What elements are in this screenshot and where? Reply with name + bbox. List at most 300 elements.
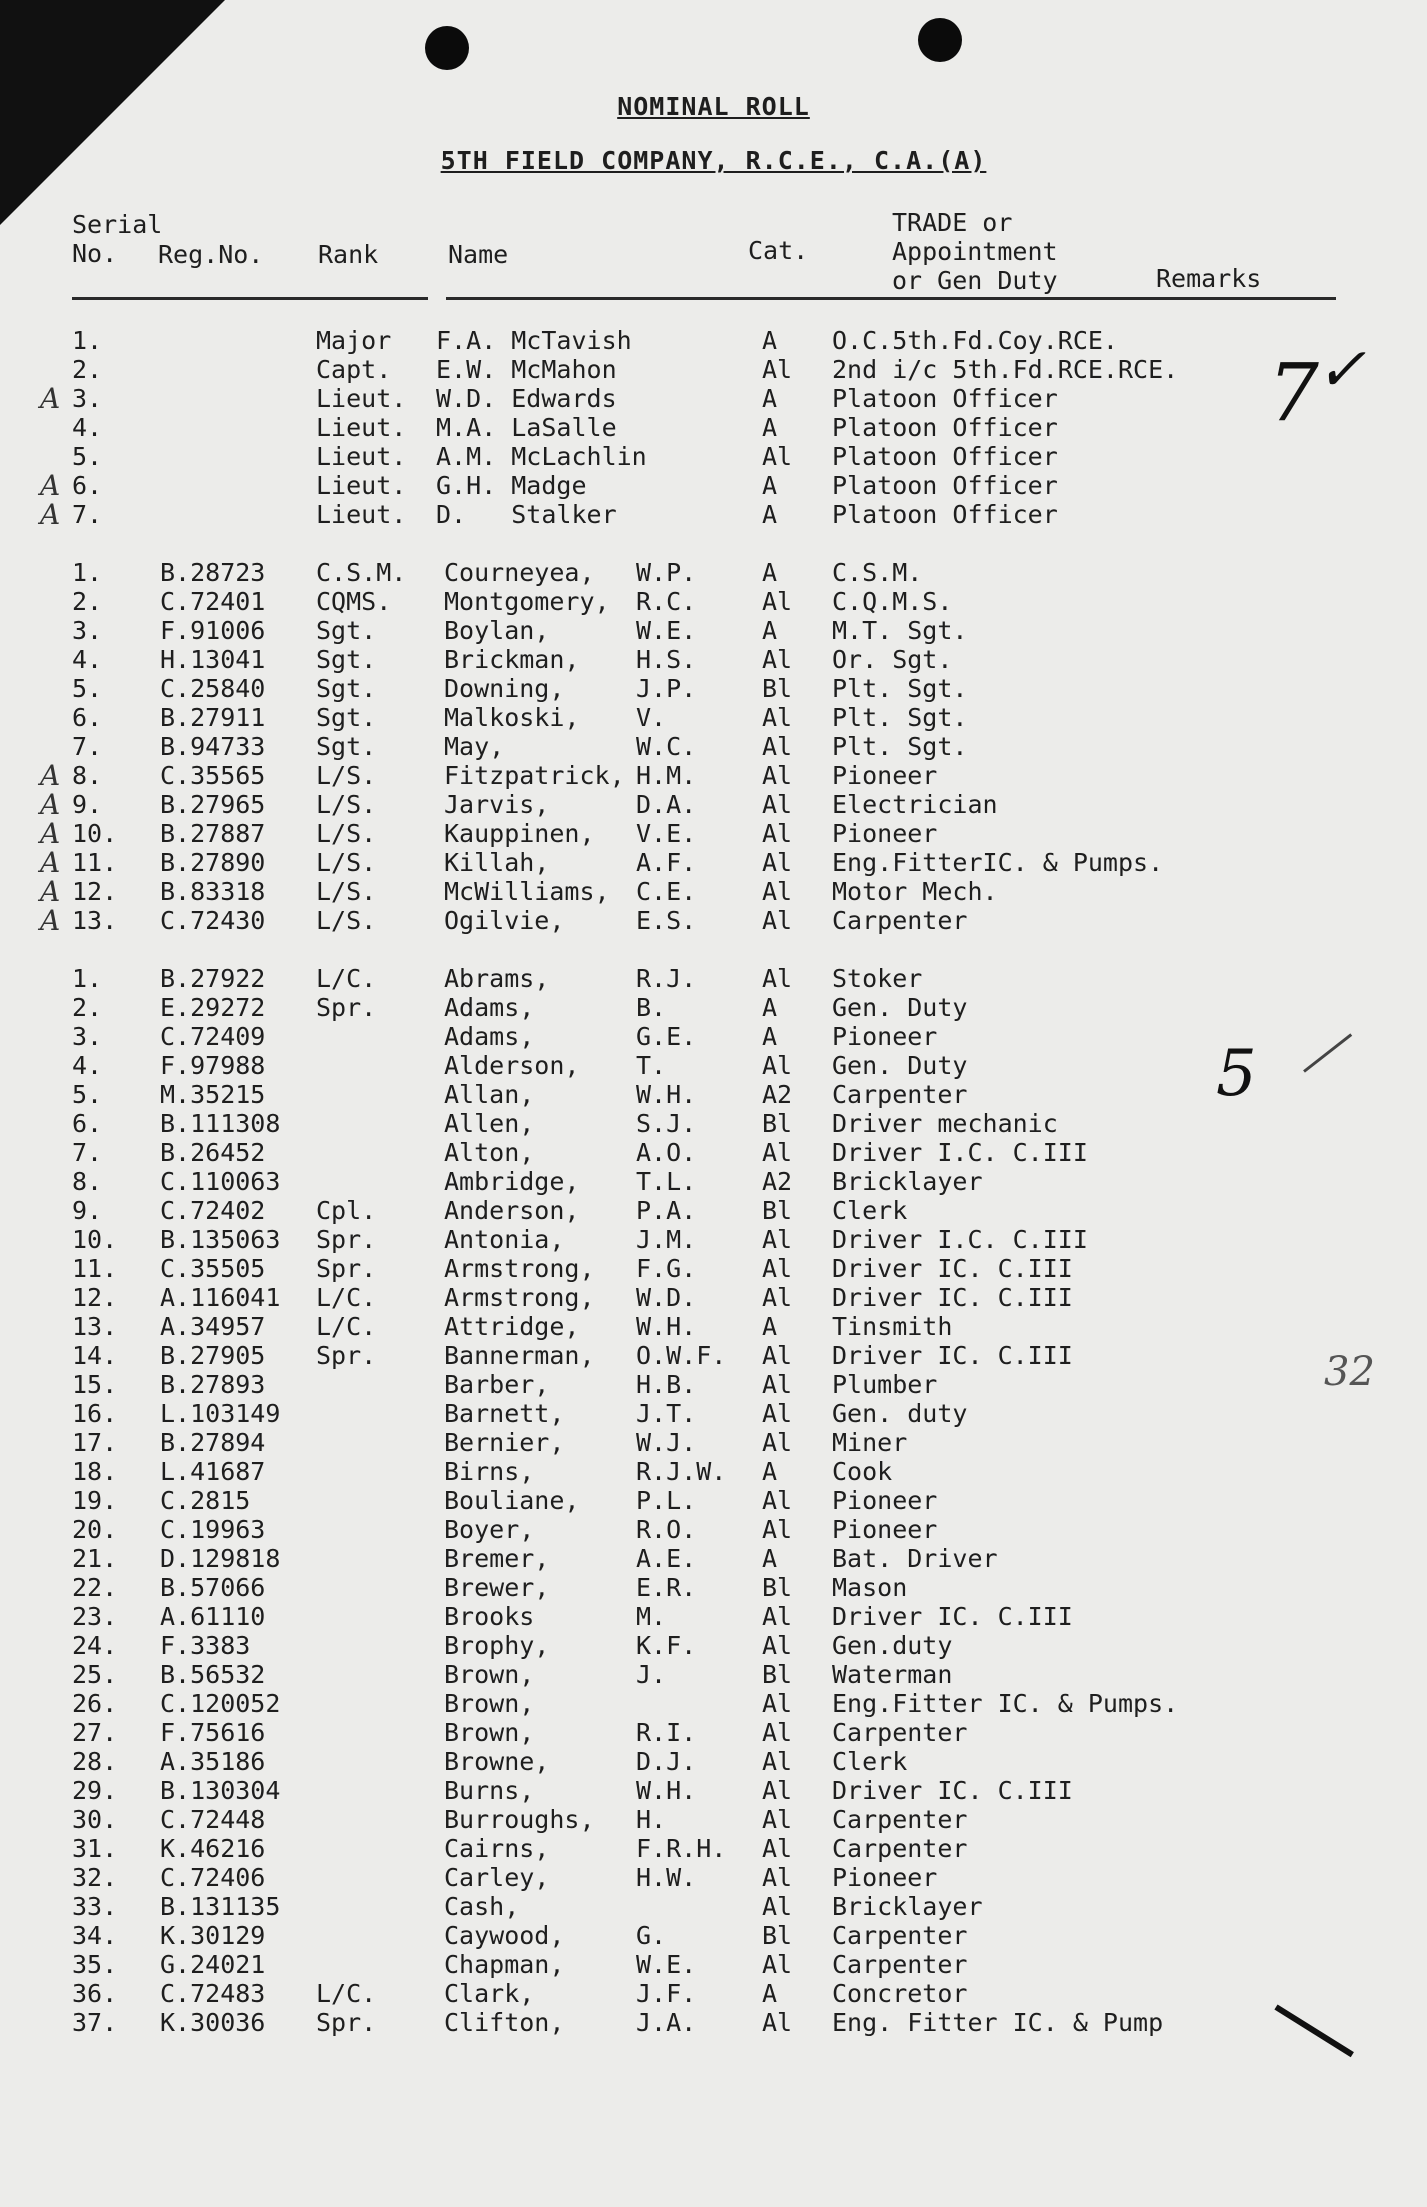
category: Al xyxy=(762,1892,793,1921)
name: W.D. Edwards xyxy=(436,384,617,413)
reg-number: A.35186 xyxy=(160,1747,266,1776)
trade: Pioneer xyxy=(832,1486,938,1515)
category: Al xyxy=(762,1863,793,1892)
margin-mark: A xyxy=(40,469,61,502)
trade: Carpenter xyxy=(832,1080,968,1109)
trade: Cook xyxy=(832,1457,893,1486)
punch-hole-right xyxy=(918,18,962,62)
officers-section xyxy=(0,326,1427,529)
name: A.M. McLachlin xyxy=(436,442,647,471)
category: Al xyxy=(762,819,793,848)
serial-number: 33. xyxy=(72,1892,118,1921)
reg-number: B.83318 xyxy=(160,877,266,906)
surname: Bouliane, xyxy=(444,1486,580,1515)
category: Al xyxy=(762,848,793,877)
category: Al xyxy=(762,1225,793,1254)
surname: Alderson, xyxy=(444,1051,580,1080)
reg-number: C.72448 xyxy=(160,1805,266,1834)
rank: Spr. xyxy=(316,993,377,1022)
officer-row xyxy=(0,413,1427,442)
category: A xyxy=(762,413,778,442)
nco-row xyxy=(0,761,1427,790)
trade: Tinsmith xyxy=(832,1312,953,1341)
serial-number: 7. xyxy=(72,500,103,529)
reg-number: B.27890 xyxy=(160,848,266,877)
sapper-row xyxy=(0,1225,1427,1254)
initials: T.L. xyxy=(636,1167,697,1196)
category: Al xyxy=(762,1515,793,1544)
surname: Ogilvie, xyxy=(444,906,565,935)
serial-number: 4. xyxy=(72,413,103,442)
serial-number: 1. xyxy=(72,326,103,355)
sapper-row xyxy=(0,1312,1427,1341)
category: Al xyxy=(762,1950,793,1979)
reg-number: B.135063 xyxy=(160,1225,281,1254)
sapper-row xyxy=(0,1254,1427,1283)
serial-number: 10. xyxy=(72,1225,118,1254)
header-trade: TRADE or Appointment or Gen Duty xyxy=(892,208,1058,295)
serial-number: 1. xyxy=(72,964,103,993)
nco-row xyxy=(0,790,1427,819)
rank: L/S. xyxy=(316,790,377,819)
category: Al xyxy=(762,1689,793,1718)
initials: W.H. xyxy=(636,1312,697,1341)
trade: Eng. Fitter IC. & Pump xyxy=(832,2008,1164,2037)
reg-number: C.72406 xyxy=(160,1863,266,1892)
surname: Kauppinen, xyxy=(444,819,595,848)
trade: Platoon Officer xyxy=(832,500,1058,529)
check-mark-icon: ✓ xyxy=(1316,335,1367,405)
sapper-row xyxy=(0,1283,1427,1312)
sapper-row xyxy=(0,964,1427,993)
reg-number: C.25840 xyxy=(160,674,266,703)
serial-number: 5. xyxy=(72,674,103,703)
category: A xyxy=(762,1457,778,1486)
surname: Brown, xyxy=(444,1689,535,1718)
sapper-row xyxy=(0,1109,1427,1138)
trade: Clerk xyxy=(832,1196,908,1225)
reg-number: K.30129 xyxy=(160,1921,266,1950)
reg-number: C.72483 xyxy=(160,1979,266,2008)
serial-number: 19. xyxy=(72,1486,118,1515)
header-serial: Serial No. xyxy=(72,210,163,268)
initials: A.F. xyxy=(636,848,697,877)
initials: V. xyxy=(636,703,667,732)
officer-row xyxy=(0,326,1427,355)
rank: Sgt. xyxy=(316,645,377,674)
officer-row xyxy=(0,471,1427,500)
serial-number: 32. xyxy=(72,1863,118,1892)
sapper-row xyxy=(0,1747,1427,1776)
trade: Pioneer xyxy=(832,761,938,790)
trade: Stoker xyxy=(832,964,923,993)
reg-number: B.57066 xyxy=(160,1573,266,1602)
surname: Ambridge, xyxy=(444,1167,580,1196)
serial-number: 5. xyxy=(72,442,103,471)
surname: Cash, xyxy=(444,1892,520,1921)
reg-number: B.27887 xyxy=(160,819,266,848)
trade: Gen. Duty xyxy=(832,1051,968,1080)
trade: Pioneer xyxy=(832,1022,938,1051)
surname: Bannerman, xyxy=(444,1341,595,1370)
trade: Pioneer xyxy=(832,1515,938,1544)
initials: B. xyxy=(636,993,667,1022)
serial-number: 6. xyxy=(72,1109,103,1138)
surname: McWilliams, xyxy=(444,877,610,906)
serial-number: 20. xyxy=(72,1515,118,1544)
reg-number: A.116041 xyxy=(160,1283,281,1312)
trade: Driver mechanic xyxy=(832,1109,1058,1138)
trade: Pioneer xyxy=(832,819,938,848)
category: Al xyxy=(762,2008,793,2037)
surname: Chapman, xyxy=(444,1950,565,1979)
nco-row xyxy=(0,877,1427,906)
category: Bl xyxy=(762,1921,793,1950)
trade: Waterman xyxy=(832,1660,953,1689)
reg-number: C.35565 xyxy=(160,761,266,790)
serial-number: 3. xyxy=(72,1022,103,1051)
serial-number: 34. xyxy=(72,1921,118,1950)
initials: O.W.F. xyxy=(636,1341,727,1370)
surname: Allan, xyxy=(444,1080,535,1109)
serial-number: 7. xyxy=(72,1138,103,1167)
reg-number: D.129818 xyxy=(160,1544,281,1573)
serial-number: 27. xyxy=(72,1718,118,1747)
initials: H. xyxy=(636,1805,667,1834)
category: A xyxy=(762,558,778,587)
serial-number: 4. xyxy=(72,645,103,674)
initials: R.J. xyxy=(636,964,697,993)
category: Al xyxy=(762,877,793,906)
serial-number: 12. xyxy=(72,877,118,906)
trade: Gen.duty xyxy=(832,1631,953,1660)
trade: Bricklayer xyxy=(832,1167,983,1196)
rank: L/C. xyxy=(316,1979,377,2008)
reg-number: B.28723 xyxy=(160,558,266,587)
initials: G. xyxy=(636,1921,667,1950)
serial-number: 36. xyxy=(72,1979,118,2008)
trade: Plt. Sgt. xyxy=(832,703,968,732)
reg-number: B.111308 xyxy=(160,1109,281,1138)
sapper-row xyxy=(0,1979,1427,2008)
initials: J.A. xyxy=(636,2008,697,2037)
trade: 2nd i/c 5th.Fd.RCE.RCE. xyxy=(832,355,1179,384)
sapper-row xyxy=(0,1138,1427,1167)
reg-number: B.27894 xyxy=(160,1428,266,1457)
surname: Attridge, xyxy=(444,1312,580,1341)
category: Bl xyxy=(762,1196,793,1225)
rank: Sgt. xyxy=(316,732,377,761)
reg-number: C.19963 xyxy=(160,1515,266,1544)
nco-row xyxy=(0,587,1427,616)
sapper-row xyxy=(0,1022,1427,1051)
initials: W.E. xyxy=(636,616,697,645)
sapper-row xyxy=(0,1196,1427,1225)
header-regno: Reg.No. xyxy=(158,240,264,269)
initials: A.E. xyxy=(636,1544,697,1573)
reg-number: F.91006 xyxy=(160,616,266,645)
sapper-row xyxy=(0,1776,1427,1805)
category: Al xyxy=(762,1283,793,1312)
rank: Lieut. xyxy=(316,500,407,529)
serial-number: 8. xyxy=(72,761,103,790)
category: Al xyxy=(762,1486,793,1515)
rank: Sgt. xyxy=(316,616,377,645)
category: Al xyxy=(762,1399,793,1428)
category: Al xyxy=(762,1341,793,1370)
surname: Killah, xyxy=(444,848,550,877)
officer-row xyxy=(0,500,1427,529)
header-rule-right xyxy=(446,297,1336,300)
trade: Miner xyxy=(832,1428,908,1457)
punch-hole-left xyxy=(425,26,469,70)
sapper-row xyxy=(0,1399,1427,1428)
initials: P.L. xyxy=(636,1486,697,1515)
surname: Burns, xyxy=(444,1776,535,1805)
category: A xyxy=(762,1544,778,1573)
surname: Jarvis, xyxy=(444,790,550,819)
initials: E.S. xyxy=(636,906,697,935)
surname: Antonia, xyxy=(444,1225,565,1254)
category: A2 xyxy=(762,1167,793,1196)
initials: W.P. xyxy=(636,558,697,587)
reg-number: B.27965 xyxy=(160,790,266,819)
trade: Plumber xyxy=(832,1370,938,1399)
initials: H.W. xyxy=(636,1863,697,1892)
trade: C.S.M. xyxy=(832,558,923,587)
initials: J. xyxy=(636,1660,667,1689)
serial-number: 10. xyxy=(72,819,118,848)
reg-number: E.29272 xyxy=(160,993,266,1022)
initials: F.R.H. xyxy=(636,1834,727,1863)
serial-number: 11. xyxy=(72,1254,118,1283)
trade: Plt. Sgt. xyxy=(832,732,968,761)
surname: Abrams, xyxy=(444,964,550,993)
trade: Driver I.C. C.III xyxy=(832,1138,1088,1167)
reg-number: L.41687 xyxy=(160,1457,266,1486)
name: G.H. Madge xyxy=(436,471,587,500)
category: A xyxy=(762,993,778,1022)
serial-number: 6. xyxy=(72,703,103,732)
sapper-row xyxy=(0,993,1427,1022)
serial-number: 3. xyxy=(72,616,103,645)
surname: Brickman, xyxy=(444,645,580,674)
trade: Driver IC. C.III xyxy=(832,1254,1073,1283)
sapper-row xyxy=(0,1834,1427,1863)
rank: Capt. xyxy=(316,355,392,384)
initials: H.B. xyxy=(636,1370,697,1399)
surname: Clark, xyxy=(444,1979,535,2008)
category: Bl xyxy=(762,1573,793,1602)
rank: CQMS. xyxy=(316,587,392,616)
header-rule-left xyxy=(72,297,428,300)
rank: Spr. xyxy=(316,2008,377,2037)
initials: J.F. xyxy=(636,1979,697,2008)
serial-number: 28. xyxy=(72,1747,118,1776)
trade: Carpenter xyxy=(832,906,968,935)
serial-number: 2. xyxy=(72,587,103,616)
handwritten-32: 32 xyxy=(1324,1349,1375,1395)
surname: Courneyea, xyxy=(444,558,595,587)
initials: R.I. xyxy=(636,1718,697,1747)
initials: G.E. xyxy=(636,1022,697,1051)
rank: C.S.M. xyxy=(316,558,407,587)
trade: Platoon Officer xyxy=(832,471,1058,500)
reg-number: K.46216 xyxy=(160,1834,266,1863)
serial-number: 29. xyxy=(72,1776,118,1805)
handwritten-7: 7 xyxy=(1268,346,1319,439)
rank: Sgt. xyxy=(316,703,377,732)
surname: Cairns, xyxy=(444,1834,550,1863)
surname: Montgomery, xyxy=(444,587,610,616)
rank: Lieut. xyxy=(316,413,407,442)
initials: J.M. xyxy=(636,1225,697,1254)
category: A2 xyxy=(762,1080,793,1109)
margin-mark: A xyxy=(40,788,61,821)
reg-number: C.72402 xyxy=(160,1196,266,1225)
trade: Bricklayer xyxy=(832,1892,983,1921)
trade: Eng.Fitter IC. & Pumps. xyxy=(832,1689,1179,1718)
initials: A.O. xyxy=(636,1138,697,1167)
reg-number: B.130304 xyxy=(160,1776,281,1805)
category: Al xyxy=(762,732,793,761)
trade: Platoon Officer xyxy=(832,442,1058,471)
serial-number: 21. xyxy=(72,1544,118,1573)
category: Al xyxy=(762,1776,793,1805)
officer-row xyxy=(0,384,1427,413)
rank: L/S. xyxy=(316,906,377,935)
initials: F.G. xyxy=(636,1254,697,1283)
rank: L/S. xyxy=(316,819,377,848)
category: A xyxy=(762,1312,778,1341)
nco-row xyxy=(0,819,1427,848)
category: Al xyxy=(762,761,793,790)
initials: V.E. xyxy=(636,819,697,848)
category: Al xyxy=(762,906,793,935)
nco-row xyxy=(0,645,1427,674)
serial-number: 4. xyxy=(72,1051,103,1080)
header-remarks: Remarks xyxy=(1156,264,1262,293)
initials: T. xyxy=(636,1051,667,1080)
initials: D.J. xyxy=(636,1747,697,1776)
category: Al xyxy=(762,442,793,471)
reg-number: C.35505 xyxy=(160,1254,266,1283)
reg-number: B.27905 xyxy=(160,1341,266,1370)
nco-row xyxy=(0,616,1427,645)
serial-number: 2. xyxy=(72,993,103,1022)
sapper-row xyxy=(0,1950,1427,1979)
sapper-row xyxy=(0,1428,1427,1457)
document-title: NOMINAL ROLL xyxy=(617,92,810,121)
officer-row xyxy=(0,442,1427,471)
trade: O.C.5th.Fd.Coy.RCE. xyxy=(832,326,1118,355)
trade: Platoon Officer xyxy=(832,413,1058,442)
category: Al xyxy=(762,1631,793,1660)
surname: Brown, xyxy=(444,1718,535,1747)
serial-number: 7. xyxy=(72,732,103,761)
margin-mark: A xyxy=(40,759,61,792)
trade: Carpenter xyxy=(832,1921,968,1950)
initials: W.C. xyxy=(636,732,697,761)
initials: K.F. xyxy=(636,1631,697,1660)
surname: Adams, xyxy=(444,1022,535,1051)
surname: Armstrong, xyxy=(444,1254,595,1283)
serial-number: 5. xyxy=(72,1080,103,1109)
rank: Lieut. xyxy=(316,471,407,500)
category: Al xyxy=(762,790,793,819)
serial-number: 13. xyxy=(72,906,118,935)
serial-number: 18. xyxy=(72,1457,118,1486)
sapper-row xyxy=(0,1051,1427,1080)
serial-number: 15. xyxy=(72,1370,118,1399)
nco-row xyxy=(0,848,1427,877)
sapper-row xyxy=(0,1631,1427,1660)
serial-number: 17. xyxy=(72,1428,118,1457)
reg-number: C.72401 xyxy=(160,587,266,616)
category: Al xyxy=(762,1254,793,1283)
serial-number: 3. xyxy=(72,384,103,413)
serial-number: 1. xyxy=(72,558,103,587)
serial-number: 14. xyxy=(72,1341,118,1370)
initials: W.E. xyxy=(636,1950,697,1979)
surname: Armstrong, xyxy=(444,1283,595,1312)
trade: Driver IC. C.III xyxy=(832,1341,1073,1370)
rank: L/C. xyxy=(316,1312,377,1341)
margin-mark: A xyxy=(40,817,61,850)
category: Al xyxy=(762,1805,793,1834)
category: Al xyxy=(762,1370,793,1399)
surname: Barnett, xyxy=(444,1399,565,1428)
sapper-row xyxy=(0,1718,1427,1747)
category: A xyxy=(762,471,778,500)
surname: Caywood, xyxy=(444,1921,565,1950)
initials: P.A. xyxy=(636,1196,697,1225)
initials: W.H. xyxy=(636,1776,697,1805)
category: Bl xyxy=(762,1109,793,1138)
margin-mark: A xyxy=(40,846,61,879)
trade: M.T. Sgt. xyxy=(832,616,968,645)
reg-number: C.110063 xyxy=(160,1167,281,1196)
trade: Driver IC. C.III xyxy=(832,1283,1073,1312)
initials: D.A. xyxy=(636,790,697,819)
sapper-row xyxy=(0,1921,1427,1950)
category: Al xyxy=(762,1834,793,1863)
category: Al xyxy=(762,964,793,993)
reg-number: B.94733 xyxy=(160,732,266,761)
handwritten-5: 5 xyxy=(1216,1037,1257,1111)
serial-number: 12. xyxy=(72,1283,118,1312)
reg-number: F.97988 xyxy=(160,1051,266,1080)
reg-number: M.35215 xyxy=(160,1080,266,1109)
initials: H.S. xyxy=(636,645,697,674)
serial-number: 11. xyxy=(72,848,118,877)
margin-mark: A xyxy=(40,498,61,531)
rank: L/S. xyxy=(316,848,377,877)
surname: Fitzpatrick, xyxy=(444,761,625,790)
rank: Spr. xyxy=(316,1341,377,1370)
trade: Electrician xyxy=(832,790,998,819)
trade: Concretor xyxy=(832,1979,968,2008)
serial-number: 25. xyxy=(72,1660,118,1689)
nco-row xyxy=(0,703,1427,732)
serial-number: 37. xyxy=(72,2008,118,2037)
serial-number: 2. xyxy=(72,355,103,384)
serial-number: 31. xyxy=(72,1834,118,1863)
trade: Motor Mech. xyxy=(832,877,998,906)
rank: Sgt. xyxy=(316,674,377,703)
surname: Brophy, xyxy=(444,1631,550,1660)
rank: L/S. xyxy=(316,761,377,790)
